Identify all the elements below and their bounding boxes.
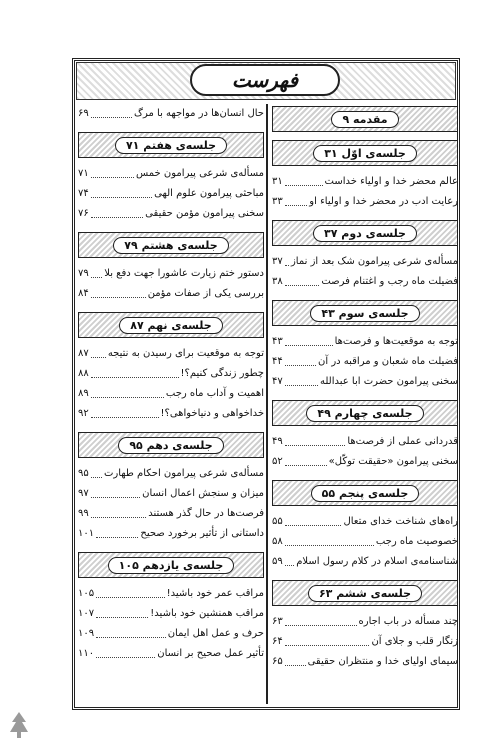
toc-entry-title: سخنی پیرامون مؤمن حقیقی [145, 208, 264, 219]
toc-entry-title: حرف و عمل اهل ایمان [167, 628, 264, 639]
toc-entry-title: میزان و سنجش اعمال انسان [142, 488, 264, 499]
toc-entry-page: ۱۰۹ [78, 628, 95, 639]
toc-entry-title: مباحثی پیرامون علوم الهی [154, 188, 264, 199]
toc-entry[interactable] [272, 512, 458, 532]
toc-dot-leader [285, 284, 320, 286]
toc-entry-page: ۹۹ [78, 508, 89, 519]
toc-entry[interactable] [78, 504, 264, 524]
toc-dot-leader [91, 476, 102, 478]
toc-entry[interactable] [78, 284, 264, 304]
toc-entry-title: توجه به موقعیت برای رسیدن به نتیجه [107, 348, 264, 359]
toc-entry-page: ۴۳ [272, 336, 283, 347]
toc-dot-leader [285, 624, 357, 626]
toc-dot-leader [96, 536, 138, 538]
section-heading [78, 232, 264, 258]
toc-entry-title: عالم محضر خدا و اولیاء خداست [324, 176, 458, 187]
toc-entry[interactable] [78, 364, 264, 384]
toc-entry-page: ۷۹ [78, 268, 89, 279]
section-heading-label: مقدمه ۹ [331, 111, 398, 128]
toc-entry[interactable] [272, 172, 458, 192]
toc-entry[interactable] [78, 604, 264, 624]
toc-entry-page: ۹۵ [78, 468, 89, 479]
section-heading [78, 312, 264, 338]
section-heading [272, 480, 458, 506]
toc-entry-title: مسأله‌ی شرعی پیرامون خمس [136, 168, 264, 179]
toc-entry-title: بررسی یکی از صفات مؤمن [147, 288, 264, 299]
section-heading-label: جلسه‌ی اوّل ۳۱ [313, 145, 417, 162]
toc-dot-leader [285, 564, 294, 566]
toc-entry[interactable] [78, 464, 264, 484]
section-heading [78, 552, 264, 578]
section-heading [272, 400, 458, 426]
toc-entry-page: ۵۲ [272, 456, 283, 467]
column-divider [266, 104, 268, 704]
toc-dot-leader [91, 396, 164, 398]
toc-entry-title: فرصت‌ها در حال گذر هستند [148, 508, 264, 519]
toc-dot-leader [285, 524, 342, 526]
toc-entry-page: ۴۹ [272, 436, 283, 447]
toc-entry-page: ۳۸ [272, 276, 283, 287]
toc-dot-leader [91, 176, 134, 178]
toc-entry-page: ۷۶ [78, 208, 89, 219]
toc-entry[interactable] [78, 524, 264, 544]
toc-entry[interactable] [272, 552, 458, 572]
toc-dot-leader [91, 376, 179, 378]
toc-entry-page: ۳۷ [272, 256, 283, 267]
toc-entry[interactable] [272, 532, 458, 552]
toc-entry[interactable] [272, 372, 458, 392]
section-heading-label: جلسه‌ی یازدهم ۱۰۵ [108, 557, 235, 574]
toc-entry[interactable] [78, 584, 264, 604]
toc-entry-page: ۶۴ [272, 636, 283, 647]
toc-entry-title: توجه به موقعیت‌ها و فرصت‌ها [334, 336, 458, 347]
toc-entry-title: زنگار قلب و جلای آن [371, 636, 458, 647]
toc-dot-leader [285, 464, 327, 466]
publisher-logo-icon [6, 710, 32, 740]
toc-entry-title: قدردانی عملی از فرصت‌ها [347, 436, 458, 447]
section-heading [272, 140, 458, 166]
toc-entry-title: راه‌های شناخت خدای متعال [343, 516, 458, 527]
toc-entry-page: ۷۱ [78, 168, 89, 179]
section-heading [272, 580, 458, 606]
toc-entry-title: شناسنامه‌ی اسلام در کلام رسول اسلام [296, 556, 458, 567]
toc-dot-leader [285, 184, 323, 186]
toc-entry[interactable] [272, 352, 458, 372]
toc-left-column [78, 104, 264, 664]
toc-entry[interactable] [78, 164, 264, 184]
toc-entry-title: فضیلت ماه رجب و اغتنام فرصت [321, 276, 458, 287]
toc-entry[interactable] [272, 272, 458, 292]
toc-dot-leader [285, 444, 346, 446]
toc-entry-page: ۸۴ [78, 288, 89, 299]
toc-entry[interactable] [78, 384, 264, 404]
toc-entry-page: ۱۰۷ [78, 608, 95, 619]
toc-dot-leader [96, 616, 148, 618]
toc-dot-leader [91, 356, 106, 358]
toc-entry-title: حال انسان‌ها در مواجهه با مرگ [134, 108, 264, 119]
toc-entry[interactable] [78, 104, 264, 124]
toc-dot-leader [91, 296, 146, 298]
toc-entry[interactable] [272, 432, 458, 452]
page-title: فهرست [190, 64, 340, 96]
toc-entry[interactable] [272, 332, 458, 352]
section-heading [272, 106, 458, 132]
toc-entry-title: سخنی پیرامون «حقیقت توکّل» [328, 456, 458, 467]
toc-entry[interactable] [78, 644, 264, 664]
toc-dot-leader [91, 216, 143, 218]
toc-entry-page: ۶۳ [272, 616, 283, 627]
toc-entry-title: چطور زندگی کنیم؟! [180, 368, 264, 379]
toc-entry[interactable] [78, 404, 264, 424]
toc-dot-leader [96, 636, 166, 638]
toc-entry-page: ۶۵ [272, 656, 283, 667]
toc-dot-leader [285, 644, 370, 646]
toc-entry[interactable] [272, 632, 458, 652]
toc-entry-title: رعایت ادب در محضر خدا و اولیاء او [309, 196, 458, 207]
toc-entry-page: ۷۴ [78, 188, 89, 199]
toc-entry-page: ۵۹ [272, 556, 283, 567]
toc-entry-title: تأثیر عمل صحیح بر انسان [157, 648, 264, 659]
section-heading-label: جلسه‌ی پنجم ۵۵ [311, 485, 420, 502]
toc-entry-page: ۵۸ [272, 536, 283, 547]
toc-entry-title: سخنی پیرامون حضرت ابا عبدالله [320, 376, 458, 387]
toc-dot-leader [96, 596, 165, 598]
toc-dot-leader [285, 664, 306, 666]
toc-entry[interactable] [78, 184, 264, 204]
section-heading-label: جلسه‌ی دهم ۹۵ [118, 437, 223, 454]
toc-entry-page: ۱۱۰ [78, 648, 95, 659]
toc-entry[interactable] [78, 264, 264, 284]
section-heading [272, 300, 458, 326]
toc-dot-leader [285, 264, 289, 266]
toc-dot-leader [285, 344, 333, 346]
toc-entry-title: سیمای اولیای خدا و منتظران حقیقی [307, 656, 458, 667]
toc-entry[interactable] [78, 204, 264, 224]
toc-dot-leader [285, 544, 374, 546]
toc-entry[interactable] [272, 252, 458, 272]
toc-dot-leader [91, 116, 132, 118]
toc-entry-page: ۹۷ [78, 488, 89, 499]
toc-entry[interactable] [272, 452, 458, 472]
toc-dot-leader [91, 516, 147, 518]
toc-dot-leader [96, 656, 155, 658]
toc-entry-title: خداخواهی و دنیاخواهی؟! [160, 408, 264, 419]
toc-entry-page: ۸۸ [78, 368, 89, 379]
toc-entry-title: داستانی از تأثیر برخورد صحیح [140, 528, 264, 539]
toc-entry[interactable] [78, 344, 264, 364]
toc-entry-title: خصوصیت ماه رجب [375, 536, 458, 547]
toc-dot-leader [285, 204, 308, 206]
toc-entry-title: چند مسأله در باب اجاره [358, 616, 458, 627]
toc-entry-title: اهمیت و آداب ماه رجب [165, 388, 264, 399]
section-heading [78, 132, 264, 158]
section-heading [272, 220, 458, 246]
toc-entry-title: دستور ختم زیارت عاشورا جهت دفع بلا [104, 268, 264, 279]
toc-entry[interactable] [78, 624, 264, 644]
toc-entry-page: ۹۲ [78, 408, 89, 419]
section-heading-label: جلسه‌ی چهارم ۴۹ [306, 405, 423, 422]
toc-entry[interactable] [78, 484, 264, 504]
toc-dot-leader [91, 276, 102, 278]
toc-entry-page: ۴۷ [272, 376, 283, 387]
toc-entry-title: مسأله‌ی شرعی پیرامون احکام طهارت [103, 468, 264, 479]
section-heading-label: جلسه‌ی ششم ۶۳ [308, 585, 422, 602]
toc-dot-leader [91, 196, 152, 198]
toc-entry-page: ۵۵ [272, 516, 283, 527]
toc-entry-page: ۶۹ [78, 108, 89, 119]
toc-entry-title: مسأله‌ی شرعی پیرامون شک بعد از نماز [290, 256, 458, 267]
toc-entry[interactable] [272, 652, 458, 672]
toc-entry-title: مراقب همنشین خود باشید! [150, 608, 264, 619]
section-heading-label: جلسه‌ی هشتم ۷۹ [113, 237, 228, 254]
toc-dot-leader [91, 496, 140, 498]
toc-entry-title: فضیلت ماه شعبان و مراقبه در آن [318, 356, 458, 367]
toc-entry-page: ۸۹ [78, 388, 89, 399]
toc-entry-title: مراقب عمر خود باشید! [166, 588, 264, 599]
toc-entry-page: ۸۷ [78, 348, 89, 359]
section-heading-label: جلسه‌ی سوم ۴۳ [310, 305, 419, 322]
toc-entry-page: ۱۰۱ [78, 528, 95, 539]
toc-dot-leader [91, 416, 159, 418]
toc-entry[interactable] [272, 192, 458, 212]
toc-entry-page: ۳۳ [272, 196, 283, 207]
toc-entry-page: ۱۰۵ [78, 588, 95, 599]
section-heading [78, 432, 264, 458]
toc-entry-page: ۳۱ [272, 176, 283, 187]
toc-entry[interactable] [272, 612, 458, 632]
toc-right-column [272, 104, 458, 672]
section-heading-label: جلسه‌ی نهم ۸۷ [119, 317, 222, 334]
toc-dot-leader [285, 364, 316, 366]
toc-entry-page: ۴۴ [272, 356, 283, 367]
section-heading-label: جلسه‌ی هفتم ۷۱ [115, 137, 227, 154]
section-heading-label: جلسه‌ی دوم ۳۷ [313, 225, 417, 242]
toc-dot-leader [285, 384, 318, 386]
